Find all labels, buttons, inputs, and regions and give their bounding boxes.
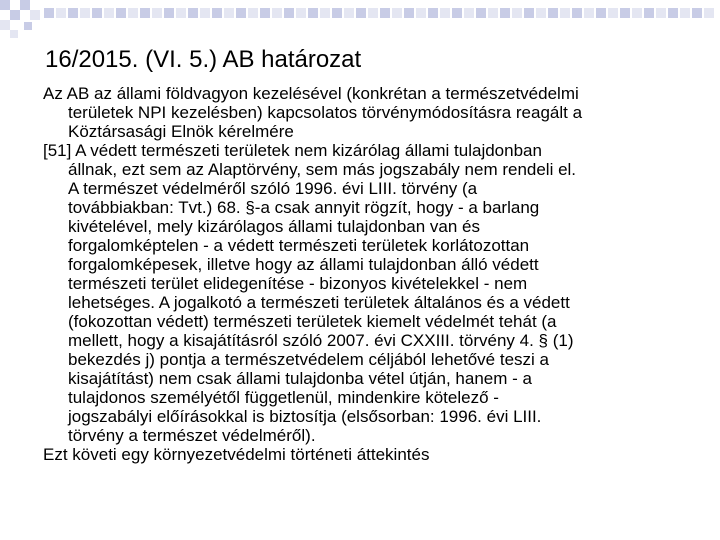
decor-square: [344, 8, 354, 18]
decor-square: [680, 8, 690, 18]
decor-square: [440, 8, 450, 18]
decor-square: [200, 8, 210, 18]
text-line: forgalomképesek, illetve hogy az állami tulajdonban álló védett: [68, 255, 539, 274]
decor-square: [140, 8, 150, 18]
text-line: forgalomképtelen - a védett természeti területek korlátozottan: [68, 236, 530, 255]
text-line: Ezt követi egy környezetvédelmi történeti áttekintés: [43, 445, 430, 464]
decor-square: [368, 8, 378, 18]
decor-square: [24, 22, 32, 30]
decor-square: [572, 8, 582, 18]
decor-square: [92, 8, 102, 18]
paragraph-closing: [43, 445, 703, 464]
decor-square: [428, 8, 438, 18]
decor-square: [224, 8, 234, 18]
text-line: területek NPI kezelésben) kapcsolatos törvénymódosításra reagált a: [68, 103, 583, 122]
text-line: jogszabályi előírásokkal is biztosítja (elsősorban: 1996. évi LIII.: [68, 407, 542, 426]
decor-square: [452, 8, 462, 18]
text-line: A természet védelméről szóló 1996. évi LIII. törvény (a: [68, 179, 478, 198]
paragraph-intro: [43, 84, 703, 141]
decor-square: [512, 8, 522, 18]
decor-square: [284, 8, 294, 18]
decor-square: [608, 8, 618, 18]
paragraph-quote: [43, 141, 703, 445]
decor-square: [68, 8, 78, 18]
decor-square: [644, 8, 654, 18]
decor-square: [56, 8, 66, 18]
decor-square: [116, 8, 126, 18]
decor-square: [236, 8, 246, 18]
decor-square: [10, 30, 18, 38]
decor-square: [20, 0, 30, 10]
decor-square: [404, 8, 414, 18]
decor-square: [152, 8, 162, 18]
decor-square: [632, 8, 642, 18]
decor-square: [488, 8, 498, 18]
decor-square: [392, 8, 402, 18]
decor-square: [272, 8, 282, 18]
decor-square: [596, 8, 606, 18]
decor-square: [104, 8, 114, 18]
decor-square: [320, 8, 330, 18]
decor-square: [332, 8, 342, 18]
decor-square: [10, 10, 20, 20]
decor-square: [548, 8, 558, 18]
text-line: tulajdonos személyétől függetlenül, mindenkire kötelező -: [68, 388, 499, 407]
decor-square: [44, 8, 54, 18]
text-line: mellett, hogy a kisajátításról szóló 2007. évi CXXIII. törvény 4. § (1): [68, 331, 574, 350]
slide-title: 16/2015. (VI. 5.) AB határozat: [45, 46, 362, 73]
text-line: (fokozottan védett) természeti területek kiemelt védelmét tehát (a: [68, 312, 557, 331]
decor-square: [356, 8, 366, 18]
decor-square: [524, 8, 534, 18]
text-line: lehetséges. A jogalkotó a természeti területek általános és a védett: [68, 293, 570, 312]
text-line: állnak, ezt sem az Alaptörvény, sem más jogszabály nem rendeli el.: [68, 160, 577, 179]
text-line: [51] A védett természeti területek nem kizárólag állami tulajdonban: [43, 141, 542, 160]
slide-body: [43, 84, 703, 464]
decor-square: [176, 8, 186, 18]
decor-square: [0, 20, 10, 30]
decor-square: [164, 8, 174, 18]
decor-square: [248, 8, 258, 18]
decor-square: [188, 8, 198, 18]
decor-square: [296, 8, 306, 18]
decor-square: [704, 8, 714, 18]
text-line: kisajátítást) nem csak állami tulajdonba vétel útján, hanem - a: [68, 369, 532, 388]
decor-square: [380, 8, 390, 18]
decor-square: [80, 8, 90, 18]
text-line: kivételével, mely kizárólagos állami tulajdonban van és: [68, 217, 480, 236]
decor-square: [620, 8, 630, 18]
decor-square: [464, 8, 474, 18]
decor-square: [500, 8, 510, 18]
decor-square: [584, 8, 594, 18]
decorative-header-blocks: [0, 0, 720, 40]
decor-square: [476, 8, 486, 18]
decor-square: [0, 0, 10, 10]
decor-square: [536, 8, 546, 18]
text-line: Köztársasági Elnök kérelmére: [68, 122, 294, 141]
decor-square: [692, 8, 702, 18]
decor-square: [416, 8, 426, 18]
text-line: természeti terület elidegenítése - bizonyos kivételekkel - nem: [68, 274, 528, 293]
decor-square: [560, 8, 570, 18]
decor-square: [212, 8, 222, 18]
decor-square: [128, 8, 138, 18]
text-line: Az AB az állami földvagyon kezelésével (konkrétan a természetvédelmi: [43, 84, 579, 103]
decor-square: [30, 10, 40, 20]
decor-square: [656, 8, 666, 18]
decor-square: [668, 8, 678, 18]
text-line: törvény a természet védelméről).: [68, 426, 316, 445]
text-line: továbbiakban: Tvt.) 68. §-a csak annyit rögzít, hogy - a barlang: [68, 198, 540, 217]
text-line: bekezdés j) pontja a természetvédelem céljából lehetővé teszi a: [68, 350, 549, 369]
decor-square: [260, 8, 270, 18]
decor-square: [308, 8, 318, 18]
